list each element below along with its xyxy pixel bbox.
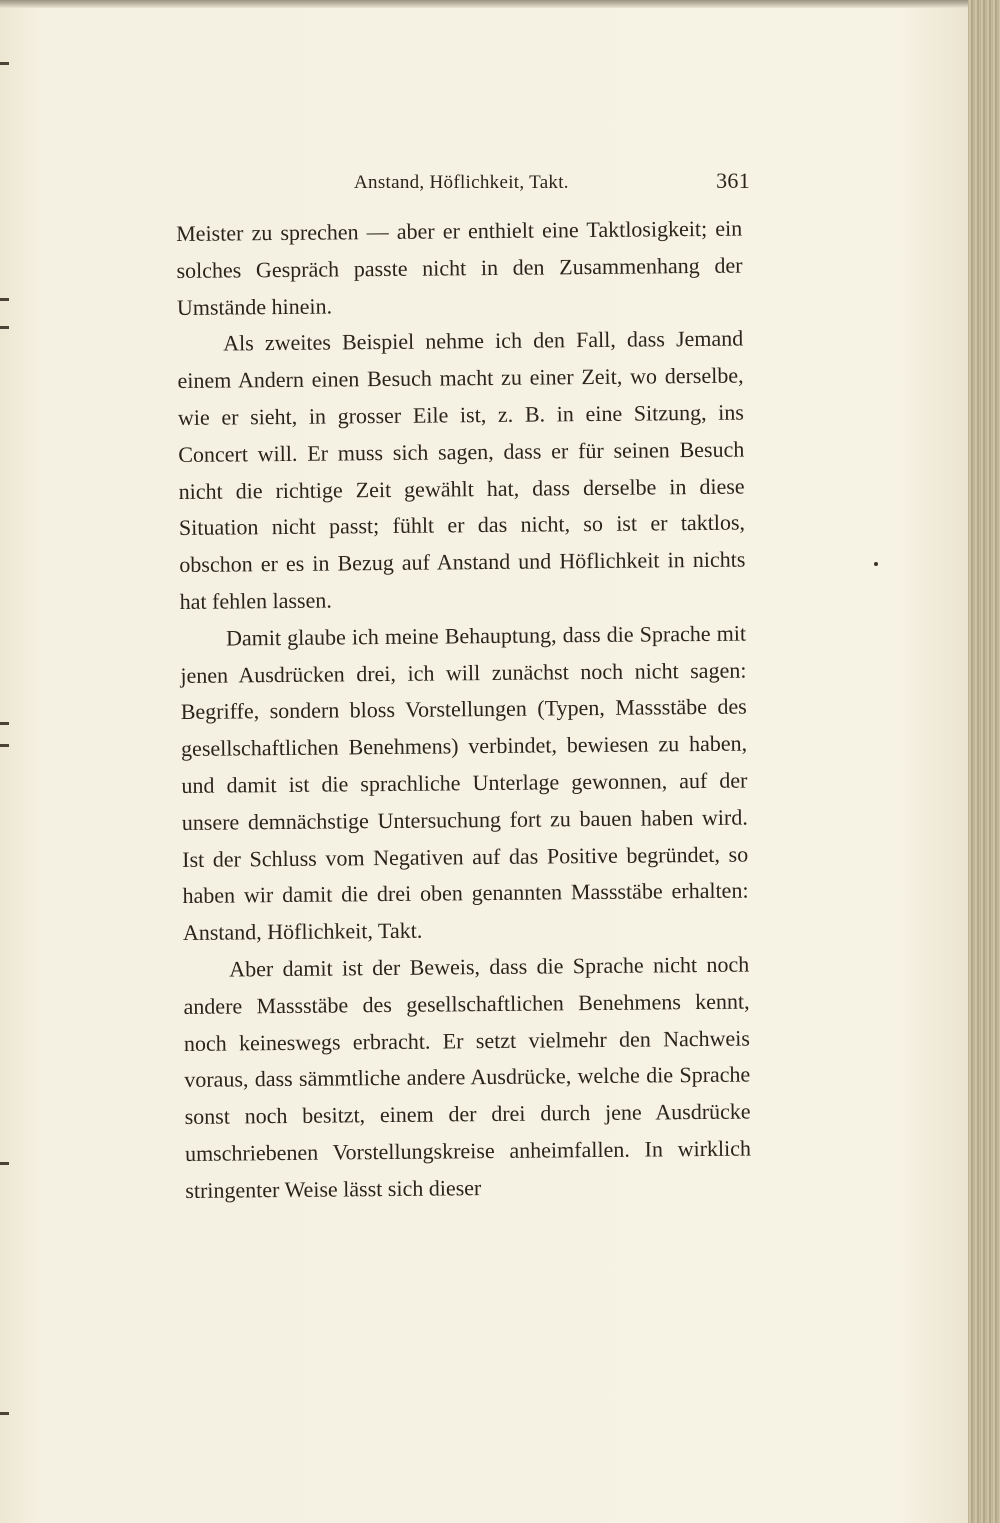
margin-mark bbox=[0, 326, 9, 329]
body-text bbox=[176, 211, 752, 1210]
paragraph: Als zweites Beispiel nehme ich den Fall, dass Jemand einem Andern einen Besuch macht zu einer Zeit, wo derselbe, wie er sieht, in grosser Eile ist, z. B. in eine Sitzung, ins Concert will. Er muss sich sagen, dass er für seinen Besuch nicht die richtige Zeit gewählt hat, dass derselbe in diese Situation nicht passt; fühlt er das nicht, so ist er taktlos, obschon er es in Bezug auf Anstand und Höflichkeit in nichts hat fehlen lassen. bbox=[177, 325, 746, 614]
ink-speck bbox=[874, 562, 878, 566]
margin-mark bbox=[0, 62, 9, 65]
margin-mark bbox=[0, 298, 9, 301]
paragraph: Meister zu sprechen — aber er enthielt eine Taktlosigkeit; ein solches Gespräch passte nicht in den Zusammenhang der Umstände hinein. bbox=[176, 215, 743, 320]
margin-mark bbox=[0, 744, 9, 747]
paragraph: Damit glaube ich meine Behauptung, dass die Sprache mit jenen Ausdrücken drei, ich will zunächst noch nicht sagen: Begriffe, sondern bloss Vorstellungen (Typen, Massstäbe des gesellschaftlichen Benehmens) verbindet, bewiesen zu haben, und damit ist die sprachliche Unterlage gewonnen, auf der unsere demnächstige Untersuchung fort zu bauen haben wird. Ist der Schluss vom Negativen auf das Positive begründet, so haben wir damit die drei oben genannten Massstäbe erhalten: Anstand, Höflichkeit, Takt. bbox=[180, 620, 749, 946]
margin-mark bbox=[0, 1412, 9, 1415]
page-edge-stack bbox=[968, 0, 1000, 1523]
running-title: Anstand, Höflichkeit, Takt. bbox=[354, 172, 569, 193]
left-margin-marks bbox=[0, 0, 10, 1523]
page-number: 361 bbox=[716, 168, 750, 193]
top-edge-shadow bbox=[0, 0, 980, 8]
margin-mark bbox=[0, 1162, 9, 1165]
margin-mark bbox=[0, 722, 9, 725]
running-head bbox=[176, 166, 750, 198]
paragraph: Aber damit ist der Beweis, dass die Sprache nicht noch andere Massstäbe des gesellschaftlichen Benehmens kennt, noch keineswegs erbracht. Er setzt vielmehr den Nachweis voraus, dass sämmtliche andere Ausdrücke, welche die Sprache sonst noch besitzt, einem der drei durch jene Ausdrücke umschriebenen Vorstellungskreise anheimfallen. In wirklich stringenter Weise lässt sich dieser bbox=[183, 951, 752, 1203]
